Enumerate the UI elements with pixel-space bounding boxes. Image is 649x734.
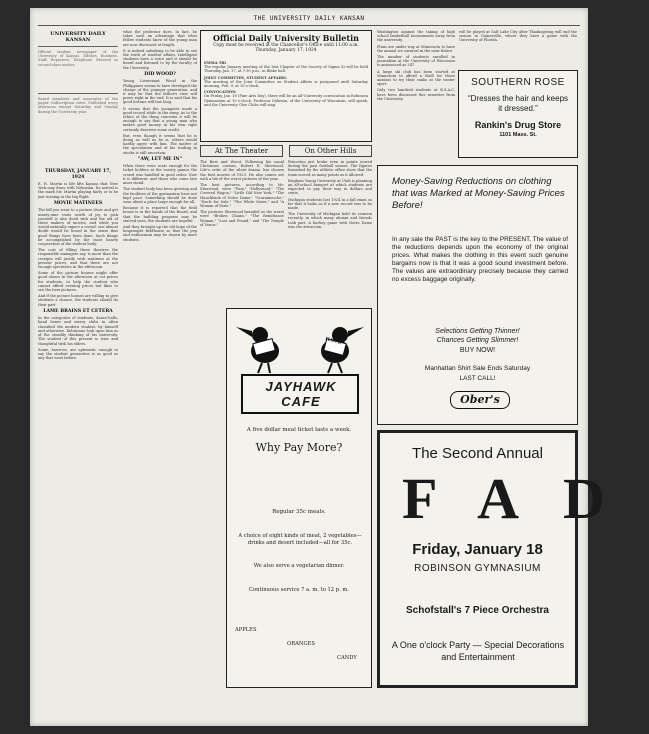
column-four-text: Washington against the taking of high school basketball tournaments away from the university. Plans are under way at Minnesota to have the annual ice carnival in the near future. The number of students enrolled in journalism at the University of Wisconsin is announced as 247. A large ski club has been started at Minnesota to afford a thrill for those anxious to try their ranks at the winter sport. Only two hundred students at K.S.A.C. have been discussed this semester from the University. <box>377 30 455 101</box>
rose-title: SOUTHERN ROSE <box>471 77 565 88</box>
cafe-sign: JAYHAWK CAFE <box>265 379 337 409</box>
head-did-wood: DID WOOD? <box>144 71 176 77</box>
fad-place: ROBINSON GYMNASIUM <box>414 563 541 574</box>
bulletin-subtitle: Copy must be received at the Chancellor's Office until 11:00 a.m. <box>213 43 359 48</box>
meal-ticket-line: A five dollar meal ticket lasts a week. <box>246 427 352 433</box>
theater-headers <box>200 145 372 157</box>
at-the-theater-head: At The Theater <box>200 145 283 157</box>
oranges-label: ORANGES <box>287 641 315 647</box>
tag-hawk: HAWK <box>324 336 342 347</box>
fad-date: Friday, January 18 <box>412 541 543 558</box>
fad-ad <box>377 430 649 688</box>
rose-address: 1101 Mass. St. <box>499 132 537 138</box>
column-editorial: UNIVERSITY DAILY KANSAN Official student newspaper of the University of Kansas. Editors. Business. Staff. Reporters. Telephone. Entered as second-class matter. Board members and associates of the paper. Subscription rates. Published every afternoon except Saturday and Sunday during the University year. THURSDAY, JANUARY 17, 1924 E. H. Martin is life lifts Kansas that New York may draw with Nebraska. Its arrival is the mark Mr. Martin playing fairly or is he just turning in the big flight. MOVIE MATINEES The bill you went to a picture show and get ninety-nine cents worth of joy to pick yourself is also dealt with and the aid of these makers of movies, and while you would naturally expect a crowd, one almost doubt would be heard in the sense that good things have been done. Such things be accomplished by the most hearty cooperation of the student body. The cost of filling these theatres the responsible managers say, is more than the receipts will justify with matinees at the present prices, and that there are not enough spectators in the afternoon. Some of the picture houses might offer good shows in the afternoon at cut prices for students, to help the student who cannot afford evening prices but likes to see the best pictures. And if the picture houses are willing to give students a chance, the students should do their part. LAME BRAINS ET CETERA In the categories of students, dance-halls, band boxes and merry clubs in often classified the modern student, by himself and otherwise. Robinsons look upon him as of the steadily thinking of his university. The student of this present is wise and thoughtful with his elders. Some, however, are optimistic enough to say the student generation is as good as any that went before. <box>38 31 118 361</box>
rose-quote: “Dresses the hair and keeps it dressed.” <box>467 94 569 113</box>
last-call: LAST CALL! <box>459 375 496 382</box>
tag-rah: RAH <box>254 337 267 346</box>
fad-band: Schofstall's 7 Piece Orchestra <box>405 605 549 616</box>
manhattan-sale: Manhattan Shirt Sale Ends Saturday <box>424 365 531 372</box>
head-let-me-in: "AW, LET ME IN" <box>137 156 183 162</box>
paper-name: UNIVERSITY DAILY KANSAN <box>50 31 106 43</box>
editorial-head-1: MOVIE MATINEES <box>53 200 103 206</box>
masthead <box>38 11 580 26</box>
on-other-hills-head: On Other Hills <box>289 145 372 157</box>
bulletin-section-1: EMMA TRI <box>204 61 227 65</box>
rose-store: Rankin's Drug Store <box>474 120 562 130</box>
fad-title: The Second Annual <box>412 445 543 462</box>
issue-date: THURSDAY, JANUARY 17, 1924 <box>44 169 112 180</box>
meal-choice: A choice of eight kinds of meat, 2 vegetables— drinks and desert included—all for 35c. <box>238 533 362 546</box>
sale-headline: Money-Saving Reductions on clothing that was Marked at Money-Saving Prices Before! <box>392 176 565 211</box>
obers-logo: Ober's <box>450 391 510 409</box>
regular-price: Regular 35c meals. <box>272 509 326 515</box>
call-thinner: Selections Getting Thinner! <box>435 328 520 335</box>
bulletin-issue: Thursday, January 17, 1924 <box>255 48 317 53</box>
university-bulletin: Official Daily University Bulletin Copy must be received at the Chancellor's Office until 11:00 a.m. Thursday, January 17, 1924 EMMA TRI The regular January meeting of the Iota Chapter of the Society of Sigma Xi will be held Thursday, Jan. 17, at 7:30 p.m., in Blake hall. JOINT COMMITTEE, STUDENT AFFAIRS: The meeting of the Joint Committee on Student Affairs is postponed until Saturday morning, Feb. 9, at 10 o'clock. CONVOCATION: On Friday, Jan. 18 (Fine Arts Day), there will be an all-University convocation in Robinson Gymnasium at 10 o'clock. Professor Dykema, of the University of Wisconsin, will speak, and the University Glee Clubs will sing. <box>200 30 372 142</box>
candy-label: CANDY <box>337 655 357 661</box>
bulletin-title: Official Daily University Bulletin <box>213 33 359 43</box>
obers-sale-ad <box>377 165 578 425</box>
masthead-title: THE UNIVERSITY DAILY KANSAN <box>253 14 365 22</box>
column-two: what the professor does. In fact, he takes such an advantage that what fellow students know of the young man are now discussed at length. It is indeed satisfying to be able to see the truth of student affairs. Intelligent students have a voice and it should be heard and listened to by the faculty of the University. DID WOOD? Young Lieutenant Wood in the Philippines seems to have developed the charge of the younger generation, and it may be that the father's view will prove right in the end. It is said that his good fortune will last long. It seems that the youngster made a good record while in the army. As to the ethics of the thing concerns it will be enough to say that a young man who makes good money in his own right certainly deserves some credit. But, even though it seems that he is doing as well as he is, others would hardly agree with him. The matter of the speculation and of his trading in stocks is still uncertain. "AW, LET ME IN" When there were seats enough for the ticket holders at the varsity games the crowd was handled in good order. Now it is different, and those who come late must stand. The student body has been growing and the facilities of the gymnasium have not kept pace. Something should be done soon about a place large enough for all. Because it is reported that the field house is in the hands of the Board, and that the building program may be started soon, the students are hopeful. And they brought up the old hope of the longsought fieldhouse so that the pep and enthusiasm may be shown by more students. <box>123 30 198 242</box>
call-buy-now: BUY NOW! <box>459 347 496 354</box>
southern-rose-ad <box>458 70 578 158</box>
call-slimmer: Chances Getting Slimmer! <box>436 337 519 344</box>
apples-label: APPLES <box>235 627 257 633</box>
fad-word: FAD <box>402 466 649 531</box>
vegetarian-line: We also serve a vegetarian dinner. <box>253 563 345 569</box>
sale-body: In any sale the PAST is the key to the PRESENT. The value of the reductions depends upon the economy of the original prices. What makes the clothing in this event such genuine bargains now is that it was a good sound investment before. The values are extraordinary precisely because they carried no excess baggage originally. <box>392 236 568 283</box>
other-hills-column: Princeton just broke even in points scored during the past football season. The figures furnished by the athletic office show that the team scored as many points as it allowed. Brigham Young University at Utah is planning an all-school banquet at which students are expected to pay their way in dollars and cents. Michigan students lost 1924 in a fall exam so far that it looks as if a new record was to be made. The University of Michigan held its reunion recently, in which many alumni and friends took part. A hockey game with Notre Dame was the attraction. <box>288 160 373 229</box>
bulletin-section-2: JOINT COMMITTEE, STUDENT AFFAIRS: <box>204 75 288 80</box>
editorial-head-2: LAME BRAINS ET CETERA <box>43 308 113 314</box>
bulletin-section-3: CONVOCATION: <box>204 90 237 95</box>
theater-column: The Best and Worst. Following his usual Christmas custom, Robert E. Sherwood, Life's critic of the silent drama, has chosen the best movies of 1923. He also comes out with a list of the worst pictures of the year. The best pictures, according to Mr. Sherwood, were "Fury," "Hollywood," "The Covered Wagon," "Little Old New York," "The Hunchback of Notre Dame," "Scaramouche," "Souls for Sale," "The White Sister," and "A Woman of Paris." The pictures Sherwood branded as the worst were "Broken Chains," "The Remittance Woman," "Lost and Found," and "The Temple of Venus." <box>200 160 284 227</box>
why-pay-more: Why Pay More? <box>255 441 343 454</box>
service-hours: Continuous service 7 a. m. to 12 p. m. <box>249 587 349 593</box>
jayhawk-cafe-ad <box>226 308 372 688</box>
newspaper-page: THE UNIVERSITY DAILY KANSAN UNIVERSITY DAILY KANSAN Official student newspaper of the University of Kansas. Editors. Business. Staff. Reporters. Telephone. Entered as second-class matter. Board members and associates of the paper. Subscription rates. Published every afternoon except Saturday and Sunday during the University year. THURSDAY, JANUARY 17, 1924 E. H. Martin is life lifts Kansas that New York may draw with Nebraska. Its arrival is the mark Mr. Martin playing fairly or is he just turning in the big flight. MOVIE MATINEES The bill you went to a picture show and get ninety-nine cents worth of joy to pick yourself is also dealt with and the aid of these makers of movies, and while you would naturally expect a crowd, one almost doubt would be heard in the sense that good things have been done. Such things be accomplished by the most hearty cooperation of the student body. The cost of filling these theatres the responsible managers say, is more than the receipts will justify with matinees at the present prices, and that there are not enough spectators in the afternoon. Some of the picture houses might offer good shows in the afternoon at cut prices for students, to help the student who cannot afford evening prices but likes to see the best pictures. And if the picture houses are willing to give students a chance, the students should do their part. LAME BRAINS ET CETERA In the categories of students, dance-halls, band boxes and merry clubs in often classified the modern student, by himself and otherwise. Robinsons look upon him as of the steadily thinking of his university. The student of this present is wise and thoughtful with his elders. Some, however, are optimistic enough to say the student generation is as good as any that went before. what the professor does. In fact, he takes such an advantage that what fellow students know of the young man are now discussed at length. It is indeed satisfying to be able to see the truth of student affairs. Intelligent students have a voice and it should be heard and listened to by the faculty of the University. DID WOOD? Young Lieutenant Wood in the Philippines seems to have developed the charge of the younger generation, and it may be that the father's view will prove right in the end. It is said that his good fortune will last long. It seems that the youngster made a good record while in the army. As to the ethics of the thing concerns it will be enough to say that a young man who makes good money in his own right certainly deserves some credit. But, even though it seems that he is doing as well as he is, others would hardly agree with him. The matter of the speculation and of his trading in stocks is still uncertain. "AW, LET ME IN" When there were seats enough for the ticket holders at the varsity games the crowd was handled in good order. Now it is different, and those who come late must stand. The student body has been growing and the facilities of the gymnasium have not kept pace. Something should be done soon about a place large enough for all. Because it is reported that the field house is in the hands of the Board, and that the building program may be started soon, the students are hopeful. And they brought up the old hope of the longsought fieldhouse so that the pep and enthusiasm may be shown by more students. Official Daily University Bulletin Copy must be received at the Chancellor's Office until 11:00 a.m. Thursday, January 17, 1924 EMMA TRI The regular January meeting of the Iota Chapter of the Society of Sigma Xi will be held Thursday, Jan. 17, at 7:30 p.m., in Blake hall. JOINT COMMITTEE, STUDENT AFFAIRS: The meeting of the Joint Committee on Student Affairs is postponed until Saturday morning, Feb. 9, at 10 o'clock. CONVOCATION: On Friday, Jan. 18 (Fine Arts Day), there will be an all-University convocation in Robinson Gymnasium at 10 o'clock. Professor Dykema, of the University of Wisconsin, will speak, and the University Glee Clubs will sing. At The Theater On Other Hills The Best and Worst. Following his usual Christmas custom, Robert E. Sherwood, Life's critic of the silent drama, has chosen the best movies of 1923. He also comes out with a list of the worst pictures of the year. The best pictures, according to Mr. Sherwood, were "Fury," "Hollywood," "The Covered Wagon," "Little Old New York," "The Hunchback of Notre Dame," "Scaramouche," "Souls for Sale," "The White Sister," and "A Woman of Paris." The pictures Sherwood branded as the worst were "Broken Chains," "The Remittance Woman," "Lost and Found," and "The Temple of Venus." Princeton just broke even in points scored during the past football season. The figures furnished by the athletic office show that the team scored as many points as it allowed. Brigham Young University at Utah is planning an all-school banquet at which students are expected to pay their way in dollars and cents. Michigan students lost 1924 in a fall exam so far that it looks as if a new record was to be made. The University of Michigan held its reunion recently, in which many alumni and friends took part. A hockey game with Notre Dame was the attraction. RAH HAWK JAYHAWK CAFE A five dollar meal ticket lasts a week. Why Pay More? Regular 35c meals. A choice of eight kinds of meat, 2 vegetables— drinks and desert included—all for 35c. We also serve a vegetarian dinner. Continuous service 7 a. m. to 12 p. m. APPLES ORANGES CANDY Washington against the taking of high school basketball tournaments away from the university. Plans are under way at Minnesota to have the annual ice carnival in the near future. The number of students enrolled in journalism at the University of Wisconsin is announced as 247. A large ski club has been started at Minnesota to afford a thrill for those anxious to try their ranks at the winter sport. Only two hundred students at K.S.A.C. have been discussed this semester from the University. will be played at Salt Lake City after Thanksgiving will end the season in Gainesville, where they have a game with the University of Florida. SOUTHERN ROSE “Dresses the hair and keeps it dressed.” Rankin's Drug Store 1101 Mass. St. Money-Saving Reductions on clothing that was Marked at Money-Saving Prices Before! In any sale the PAST is the key to the PRESENT. The value of the reductions depends upon the economy of the original prices. What makes the clothing in this event such genuine bargains now is that it was a good sound investment before. The values are extraordinary precisely because they carried no excess baggage originally. Selections Getting Thinner! Chances Getting Slimmer! BUY NOW! Manhattan Shirt Sale Ends Saturday LAST CALL! Ober's The Second Annual FAD Friday, January 18 ROBINSON GYMNASIUM Schofstall's 7 Piece Orchestra A One o'clock Party — Special Decorations and Entertainment <box>30 8 588 726</box>
fad-party: A One o'clock Party — Special Decorations and Entertainment <box>391 640 565 662</box>
